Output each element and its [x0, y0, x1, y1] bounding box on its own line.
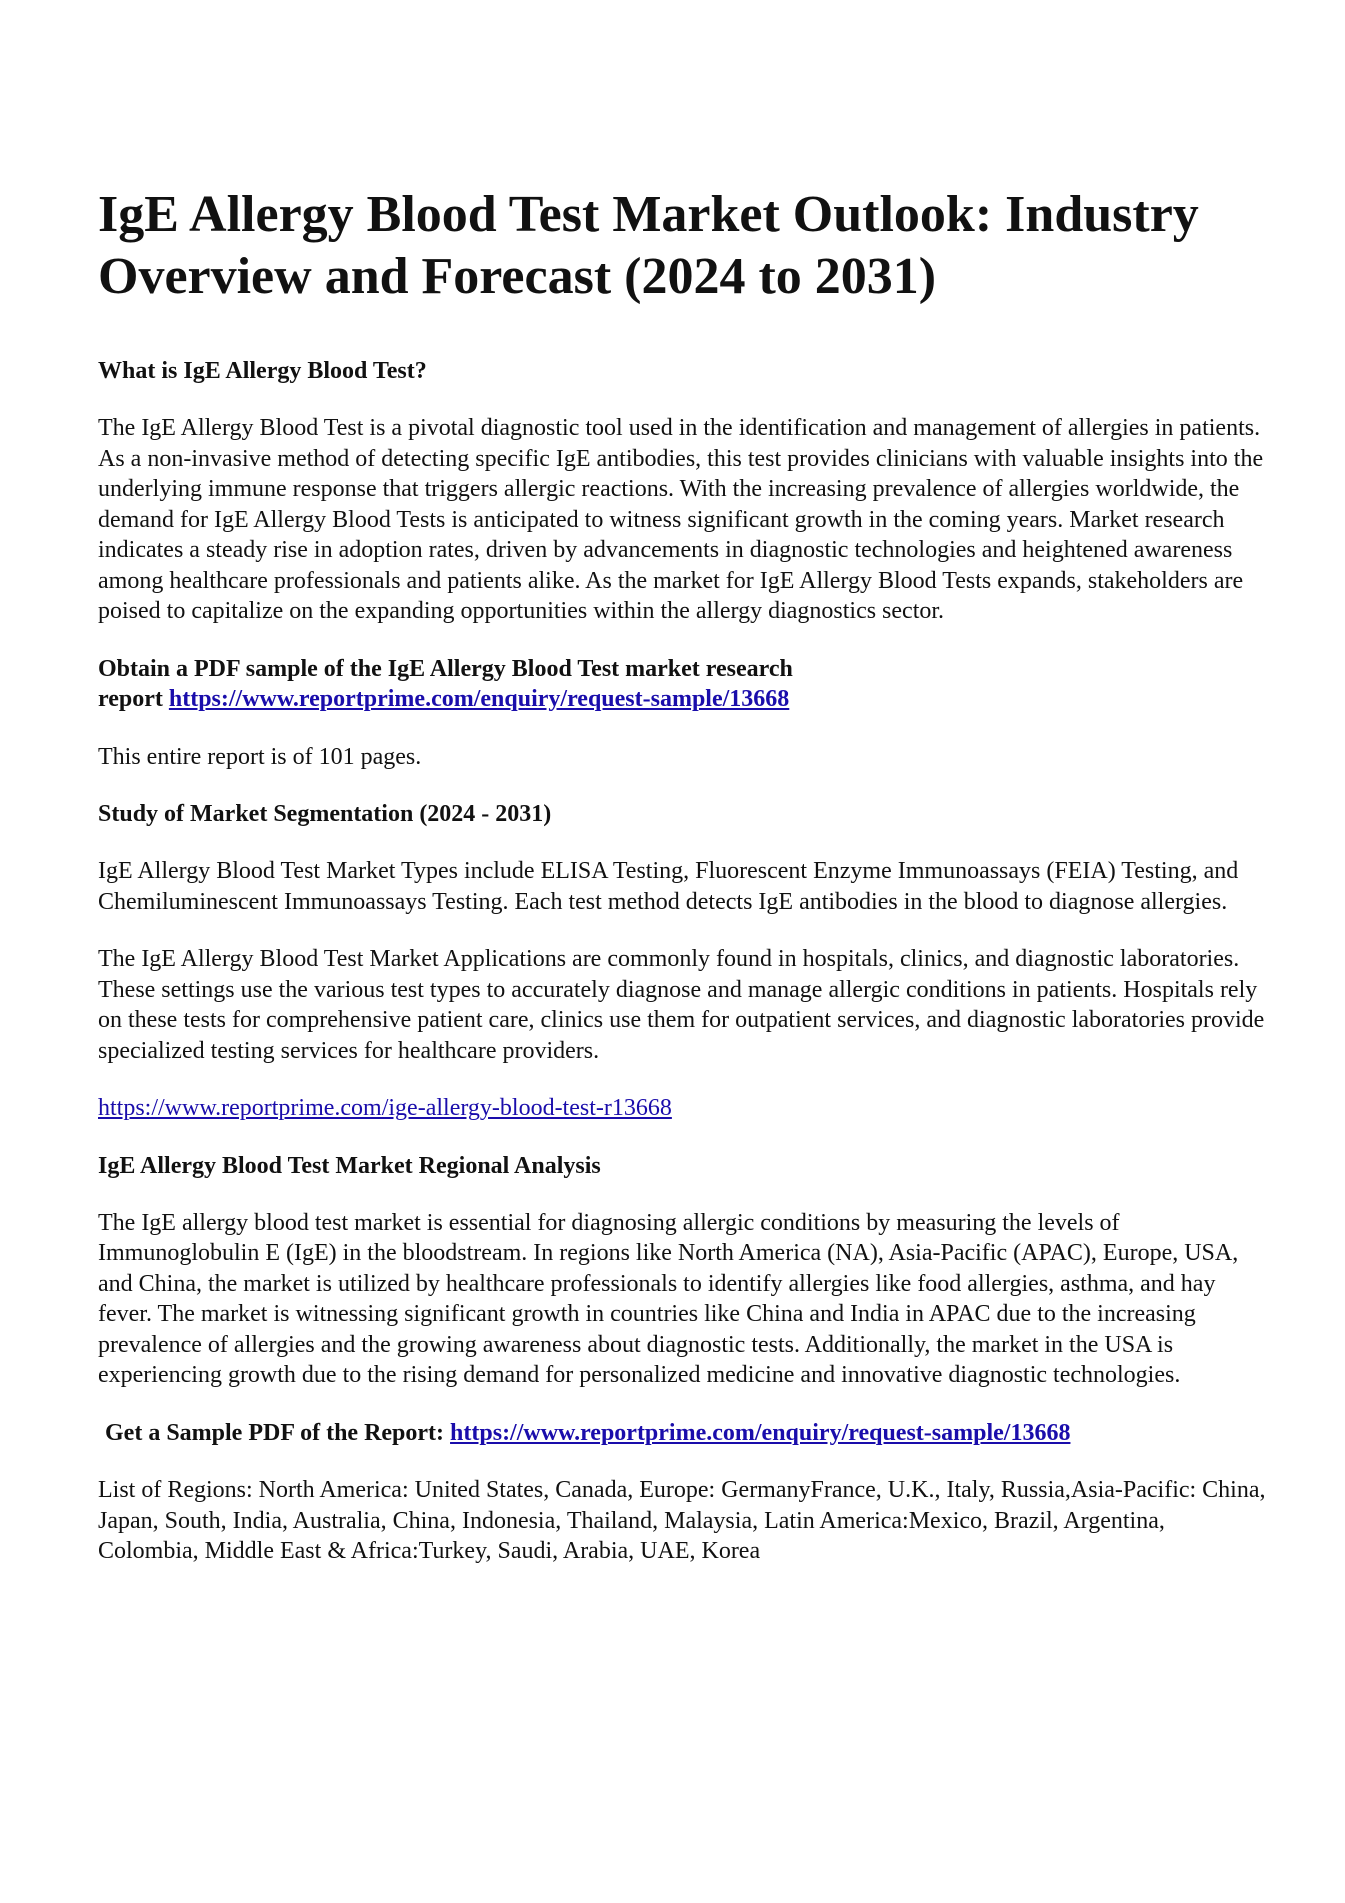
regional-heading: IgE Allergy Blood Test Market Regional Analysis [98, 1152, 601, 1179]
obtain-sample-text-line1: Obtain a PDF sample of the IgE Allergy Blood Test market research [98, 655, 793, 682]
obtain-sample-link[interactable]: https://www.reportprime.com/enquiry/request-sample/13668 [168, 686, 790, 712]
get-sample-link[interactable]: https://www.reportprime.com/enquiry/request-sample/13668 [450, 1419, 1071, 1446]
document-content [98, 184, 1268, 1567]
what-is-heading: What is IgE Allergy Blood Test? [98, 358, 427, 384]
get-sample-paragraph [98, 1418, 1268, 1449]
segmentation-applications-paragraph: The IgE Allergy Blood Test Market Applications are commonly found in hospitals, clinics, and diagnostic laboratories. These settings use the various test types to accurately diagnose and manage allergic conditions in patients. Hospitals rely on these tests for comprehensive patient care, clinics use them for outpatient services, and diagnostic laboratories provide specialized testing services for healthcare providers. [98, 946, 1265, 1064]
pages-note: This entire report is of 101 pages. [98, 743, 422, 770]
segmentation-heading: Study of Market Segmentation (2024 - 2031) [98, 801, 552, 827]
segmentation-types-paragraph: IgE Allergy Blood Test Market Types include ELISA Testing, Fluorescent Enzyme Immunoassays (FEIA) Testing, and Chemiluminescent Immunoassays Testing. Each test method detects IgE antibodies in the blood to diagnose allergies. [98, 858, 1239, 915]
get-sample-label: Get a Sample PDF of the Report: [105, 1419, 451, 1446]
obtain-sample-text-line2: report [98, 686, 169, 712]
obtain-sample-paragraph [98, 654, 1268, 715]
regional-paragraph: The IgE allergy blood test market is essential for diagnosing allergic conditions by measuring the levels of Immunoglobulin E (IgE) in the bloodstream. In regions like North America (NA), Asia-Pacific (APAC), Europe, USA, and China, the market is utilized by healthcare professionals to identify allergies like food allergies, asthma, and hay fever. The market is witnessing significant growth in countries like China and India in APAC due to the increasing prevalence of allergies and the growing awareness about diagnostic tests. Additionally, the market in the USA is experiencing growth due to the rising demand for personalized medicine and innovative diagnostic technologies. [98, 1209, 1239, 1388]
page-title: IgE Allergy Blood Test Market Outlook: Industry Overview and Forecast (2024 to 2031) [98, 186, 1199, 305]
report-link[interactable]: https://www.reportprime.com/ige-allergy-blood-test-r13668 [98, 1095, 672, 1121]
report-link-paragraph [98, 1093, 1268, 1124]
what-is-paragraph: The IgE Allergy Blood Test is a pivotal diagnostic tool used in the identification and management of allergies in patients. As a non-invasive method of detecting specific IgE antibodies, this test provides clinicians with valuable insights into the underlying immune response that triggers allergic reactions. With the increasing prevalence of allergies worldwide, the demand for IgE Allergy Blood Tests is anticipated to witness significant growth in the coming years. Market research indicates a steady rise in adoption rates, driven by advancements in diagnostic technologies and heightened awareness among healthcare professionals and patients alike. As the market for IgE Allergy Blood Tests expands, stakeholders are poised to capitalize on the expanding opportunities within the allergy diagnostics sector. [98, 415, 1264, 624]
regions-list-paragraph: List of Regions: North America: United States, Canada, Europe: GermanyFrance, U.K., Italy, Russia,Asia-Pacific: China, Japan, South, India, Australia, China, Indonesia, Thailand, Malaysia, Latin America:Mexico, Brazil, Argentina, Colombia, Middle East & Africa:Turkey, Saudi, Arabia, UAE, Korea [98, 1477, 1266, 1564]
